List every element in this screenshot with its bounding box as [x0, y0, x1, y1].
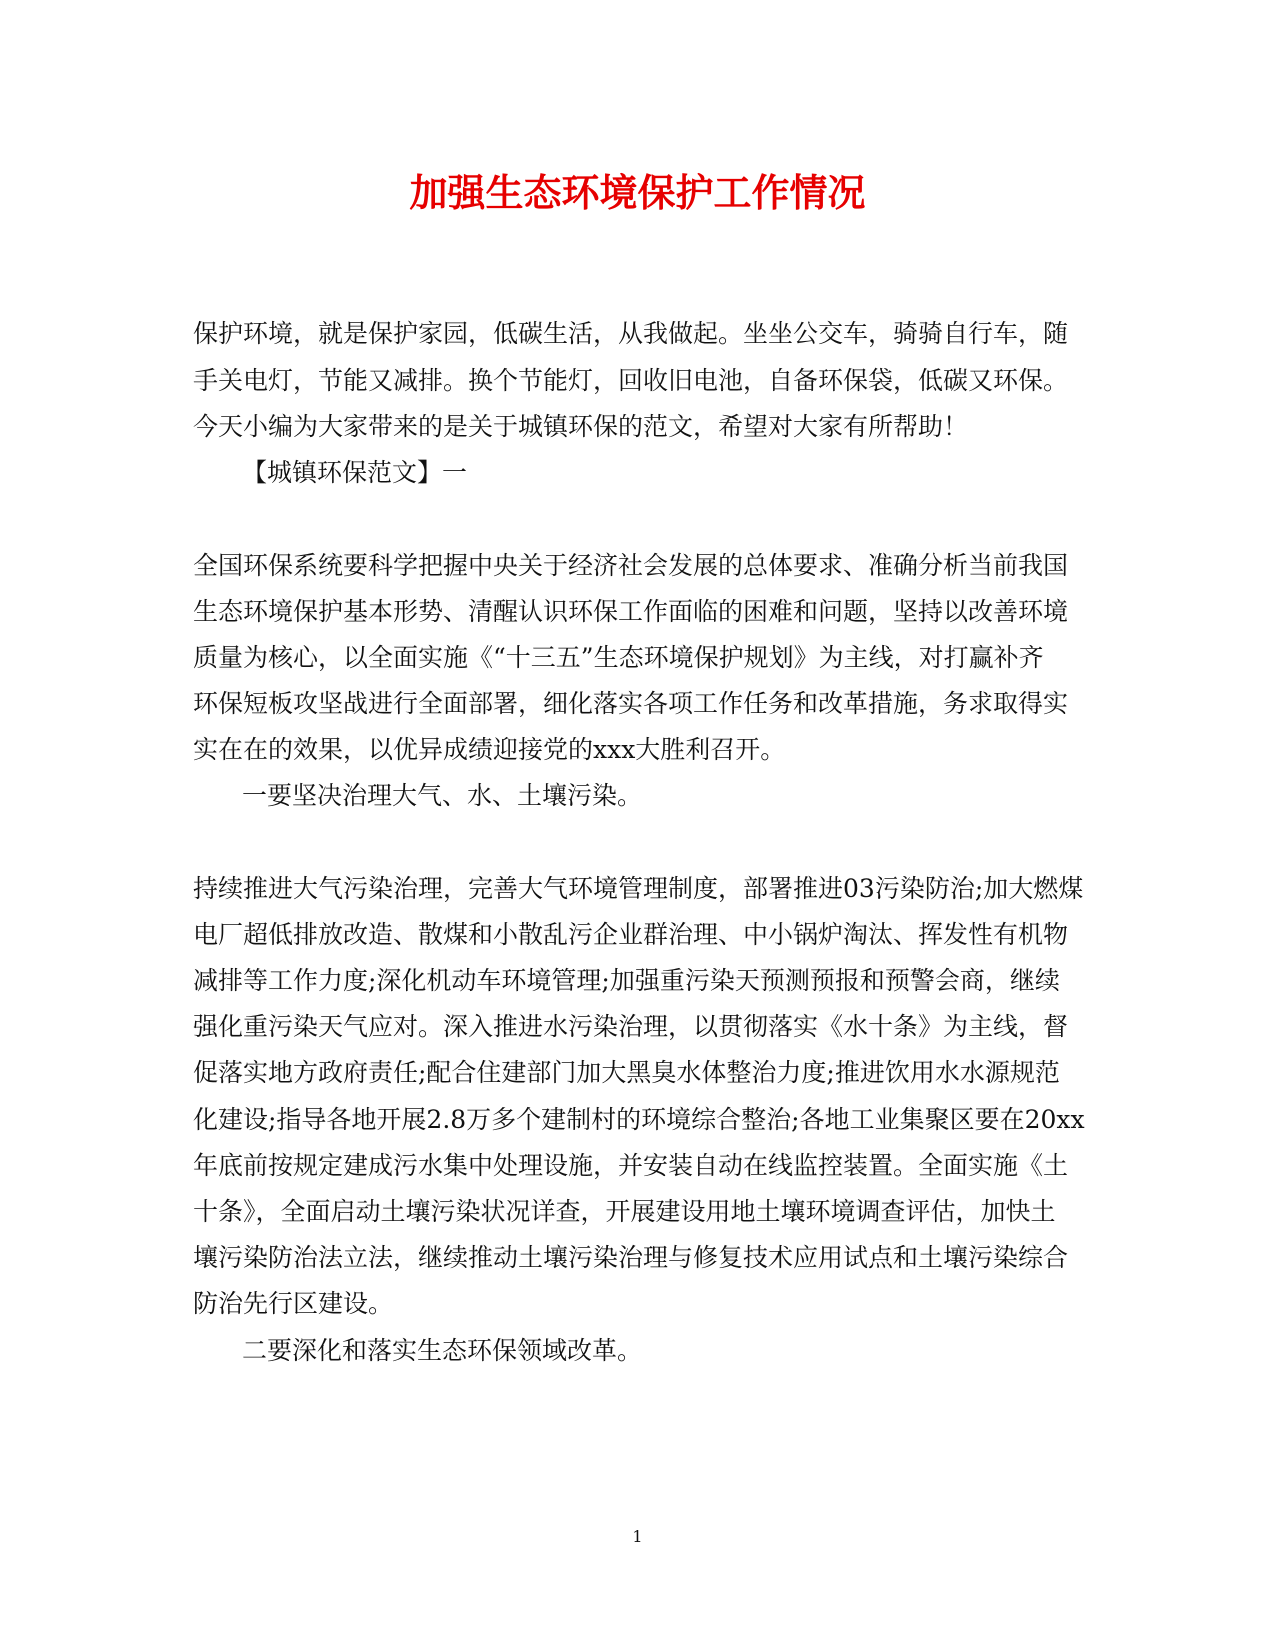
text-line: 年底前按规定建成污水集中处理设施，并安装自动在线监控装置。全面实施《土	[193, 1151, 1069, 1180]
subheading: 一要坚决治理大气、水、土壤污染。	[242, 781, 643, 810]
text-line: 手关电灯，节能又减排。换个节能灯，回收旧电池，自备环保袋，低碳又环保。	[193, 366, 1069, 395]
text-line: 化建设;指导各地开展2.8万多个建制村的环境综合整治;各地工业集聚区要在20xx	[193, 1105, 1085, 1134]
text-line: 保护环境，就是保护家园，低碳生活，从我做起。坐坐公交车，骑骑自行车，随	[193, 319, 1069, 348]
text-line: 强化重污染天气应对。深入推进水污染治理，以贯彻落实《水十条》为主线，督	[193, 1012, 1069, 1041]
page-number: 1	[632, 1527, 643, 1546]
text-line: 全国环保系统要科学把握中央关于经济社会发展的总体要求、准确分析当前我国	[193, 551, 1069, 580]
section-heading: 【城镇环保范文】一	[242, 458, 468, 487]
text-line: 壤污染防治法立法，继续推动土壤污染治理与修复技术应用试点和土壤污染综合	[193, 1243, 1069, 1272]
text-line: 持续推进大气污染治理，完善大气环境管理制度，部署推进03污染防治;加大燃煤	[193, 874, 1084, 903]
text-line: 电厂超低排放改造、散煤和小散乱污企业群治理、中小锅炉淘汰、挥发性有机物	[193, 920, 1069, 949]
text-line: 今天小编为大家带来的是关于城镇环保的范文，希望对大家有所帮助！	[193, 412, 969, 441]
subheading: 二要深化和落实生态环保领域改革。	[242, 1336, 643, 1365]
document-title: 加强生态环境保护工作情况	[409, 170, 866, 215]
text-line: 十条》，全面启动土壤污染状况详查，开展建设用地土壤环境调查评估，加快土	[193, 1197, 1056, 1226]
text-line: 促落实地方政府责任;配合住建部门加大黑臭水体整治力度;推进饮用水水源规范	[193, 1058, 1060, 1087]
text-line: 环保短板攻坚战进行全面部署，细化落实各项工作任务和改革措施，务求取得实	[193, 689, 1069, 718]
text-line: 减排等工作力度;深化机动车环境管理;加强重污染天预测预报和预警会商，继续	[193, 966, 1060, 995]
text-line: 生态环境保护基本形势、清醒认识环保工作面临的困难和问题，坚持以改善环境	[193, 597, 1069, 626]
text-line: 实在在的效果，以优异成绩迎接党的xxx大胜利召开。	[193, 735, 786, 764]
text-line: 防治先行区建设。	[193, 1289, 394, 1318]
text-line: 质量为核心，以全面实施《“十三五”生态环境保护规划》为主线，对打赢补齐	[193, 643, 1044, 672]
